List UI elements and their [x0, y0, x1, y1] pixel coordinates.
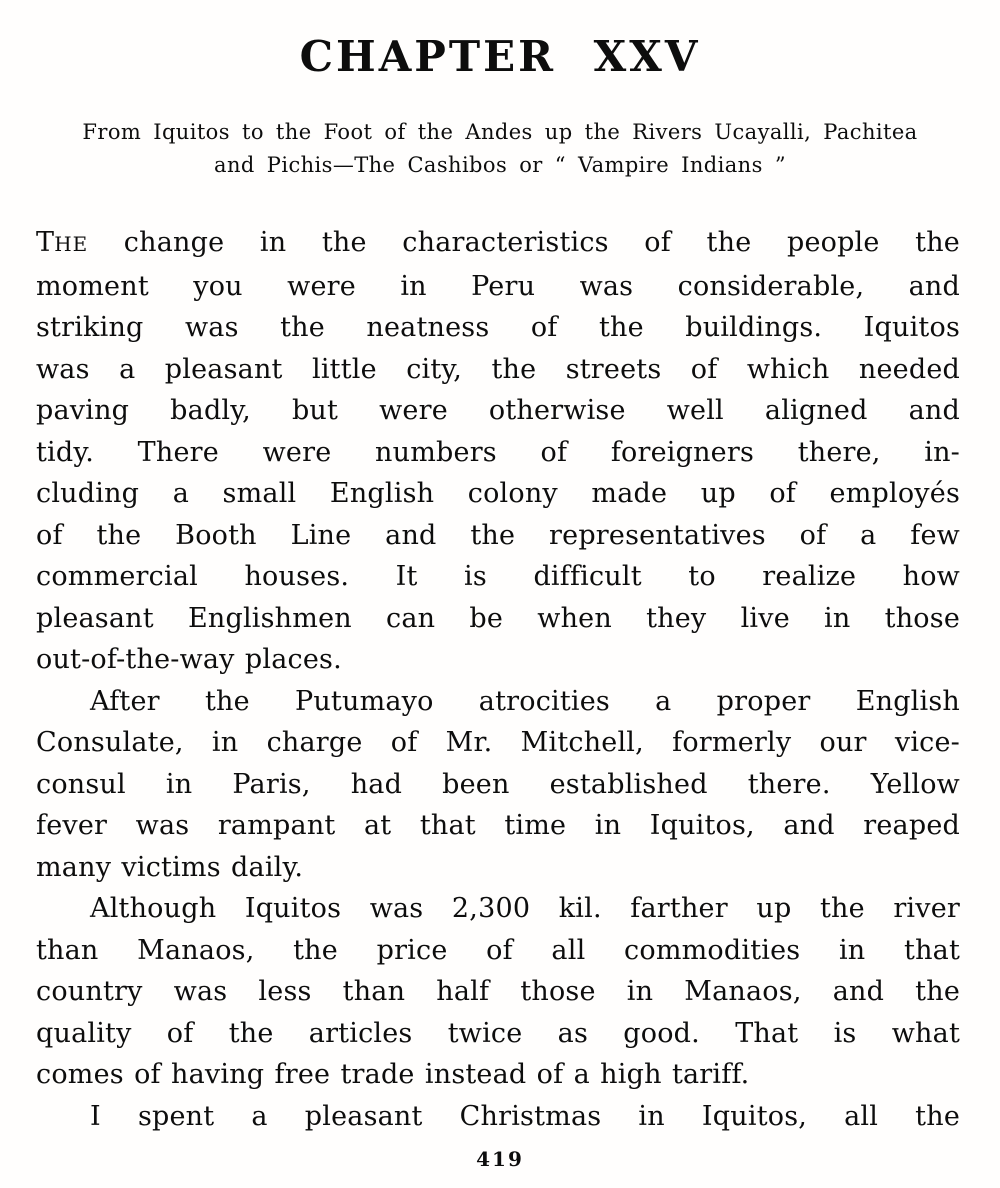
text-line: I spent a pleasant Christmas in Iquitos, all the [90, 1100, 960, 1132]
text-line: than Manaos, the price of all commodities in that [36, 934, 960, 966]
body-paragraph [36, 681, 960, 889]
page-body [36, 222, 960, 1137]
chapter-subtitle-line: From Iquitos to the Foot of the Andes up the Rivers Ucayalli, Pachitea [82, 120, 918, 144]
chapter-subtitle-line: and Pichis—The Cashibos or “ Vampire Indians ” [214, 153, 786, 177]
text-line: out-of-the-way places. [36, 644, 342, 675]
text-line: country was less than half those in Manaos, and the [36, 976, 960, 1007]
text-line: After the Putumayo atrocities a proper English [90, 685, 960, 717]
text-line: cluding a small English colony made up of employés [36, 478, 960, 509]
text-line: comes of having free trade instead of a high tariff. [36, 1059, 750, 1090]
lead-capital: T [36, 227, 55, 258]
body-paragraph [36, 888, 960, 1096]
text-line: commercial houses. It is difficult to realize how [36, 561, 960, 592]
lead-smallcaps: HE [54, 232, 89, 256]
text-line: was a pleasant little city, the streets of which needed [36, 353, 960, 385]
text-line: fever was rampant at that time in Iquitos, and reaped [36, 810, 960, 841]
text-line: many victims daily. [36, 851, 304, 883]
text-line: of the Booth Line and the representatives of a few [36, 519, 960, 551]
body-paragraph [36, 222, 960, 681]
text-line: Consulate, in charge of Mr. Mitchell, formerly our vice- [36, 727, 960, 758]
text-line: quality of the articles twice as good. That is what [36, 1017, 960, 1049]
text-line: moment you were in Peru was considerable, and [36, 270, 960, 302]
page-number: 419 [476, 1147, 524, 1171]
text-line: paving badly, but were otherwise well aligned and [36, 395, 960, 426]
body-paragraph [36, 1096, 960, 1138]
text-line: Although Iquitos was 2,300 kil. farther up the river [90, 893, 960, 924]
text-line: striking was the neatness of the buildings. Iquitos [36, 312, 960, 343]
text-line: THE change in the characteristics of the people the [36, 227, 960, 258]
chapter-title: CHAPTER XXV [299, 32, 701, 81]
chapter-subtitle [0, 116, 1000, 182]
text-line: pleasant Englishmen can be when they live in those [36, 602, 960, 634]
text-line: tidy. There were numbers of foreigners there, in- [36, 436, 960, 468]
text-line: consul in Paris, had been established there. Yellow [36, 768, 960, 800]
